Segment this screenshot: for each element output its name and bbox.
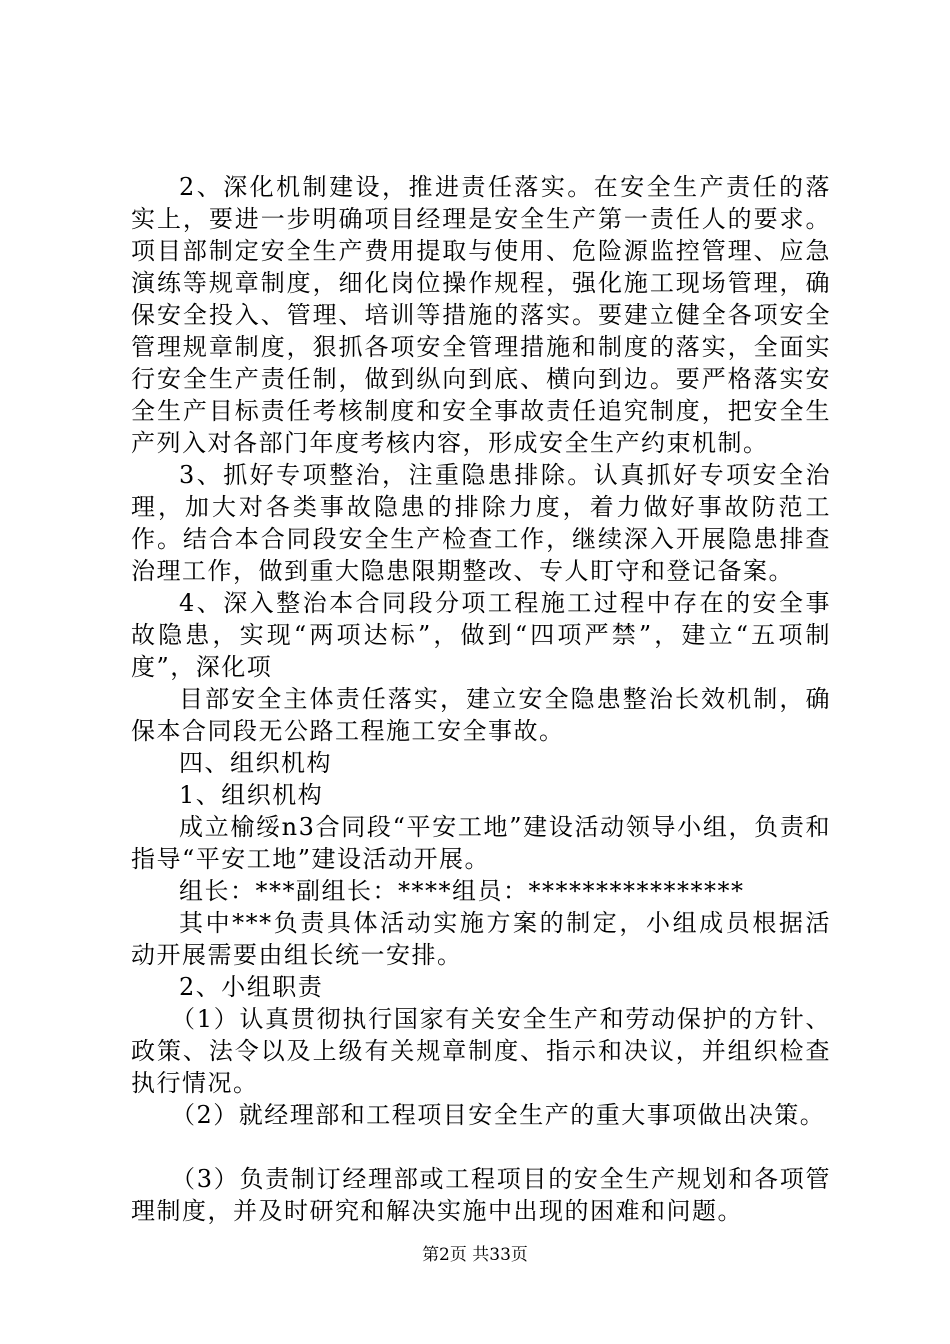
document-body xyxy=(131,171,831,1227)
paragraph-leading-group: 成立榆绥n3合同段“平安工地”建设活动领导小组，负责和指导“平安工地”建设活动开展。 xyxy=(131,813,831,873)
paragraph-responsible-person: 其中***负责具体活动实施方案的制定，小组成员根据活动开展需要由组长统一安排。 xyxy=(131,909,831,969)
subheading-group-duties: 2、小组职责 xyxy=(179,973,324,1001)
paragraph-mechanism: 2、深化机制建设，推进责任落实。在安全生产责任的落实上，要进一步明确项目经理是安全生产第一责任人的要求。项目部制定安全生产费用提取与使用、危险源监控管理、应急演练等规章制度，细化岗位操作规程，强化施工现场管理，确保安全投入、管理、培训等措施的落实。要建立健全各项安全管理规章制度，狠抓各项安全管理措施和制度的落实，全面实行安全生产责任制，做到纵向到底、横向到边。要严格落实安全生产目标责任考核制度和安全事故责任追究制度，把安全生产列入对各部门年度考核内容，形成安全生产约束机制。 xyxy=(131,173,831,457)
paragraph-hazard-rectification: 4、深入整治本合同段分项工程施工过程中存在的安全事故隐患，实现“两项达标”，做到“四项严禁”，建立“五项制度”，深化项 xyxy=(131,589,831,681)
paragraph-special-rectification: 3、抓好专项整治，注重隐患排除。认真抓好专项安全治理，加大对各类事故隐患的排除力度，着力做好事故防范工作。结合本合同段安全生产检查工作，继续深入开展隐患排查治理工作，做到重大隐患限期整改、专人盯守和登记备案。 xyxy=(131,461,831,585)
blank-line xyxy=(131,1131,831,1163)
duty-item-1: （1）认真贯彻执行国家有关安全生产和劳动保护的方针、政策、法令以及上级有关规章制度、指示和决议，并组织检查执行情况。 xyxy=(131,1005,831,1097)
subheading-organization: 1、组织机构 xyxy=(179,781,324,809)
duty-item-2: （2）就经理部和工程项目安全生产的重大事项做出决策。 xyxy=(171,1101,826,1129)
paragraph-members: 组长：***副组长：****组员：**************** xyxy=(179,877,745,905)
paragraph-project-responsibility: 目部安全主体责任落实，建立安全隐患整治长效机制，确保本合同段无公路工程施工安全事故。 xyxy=(131,685,831,745)
section-heading-organization: 四、组织机构 xyxy=(179,749,332,777)
duty-item-3: （3）负责制订经理部或工程项目的安全生产规划和各项管理制度，并及时研究和解决实施中出现的困难和问题。 xyxy=(131,1165,831,1225)
page-number-footer: 第2页 共33页 xyxy=(422,1245,528,1265)
